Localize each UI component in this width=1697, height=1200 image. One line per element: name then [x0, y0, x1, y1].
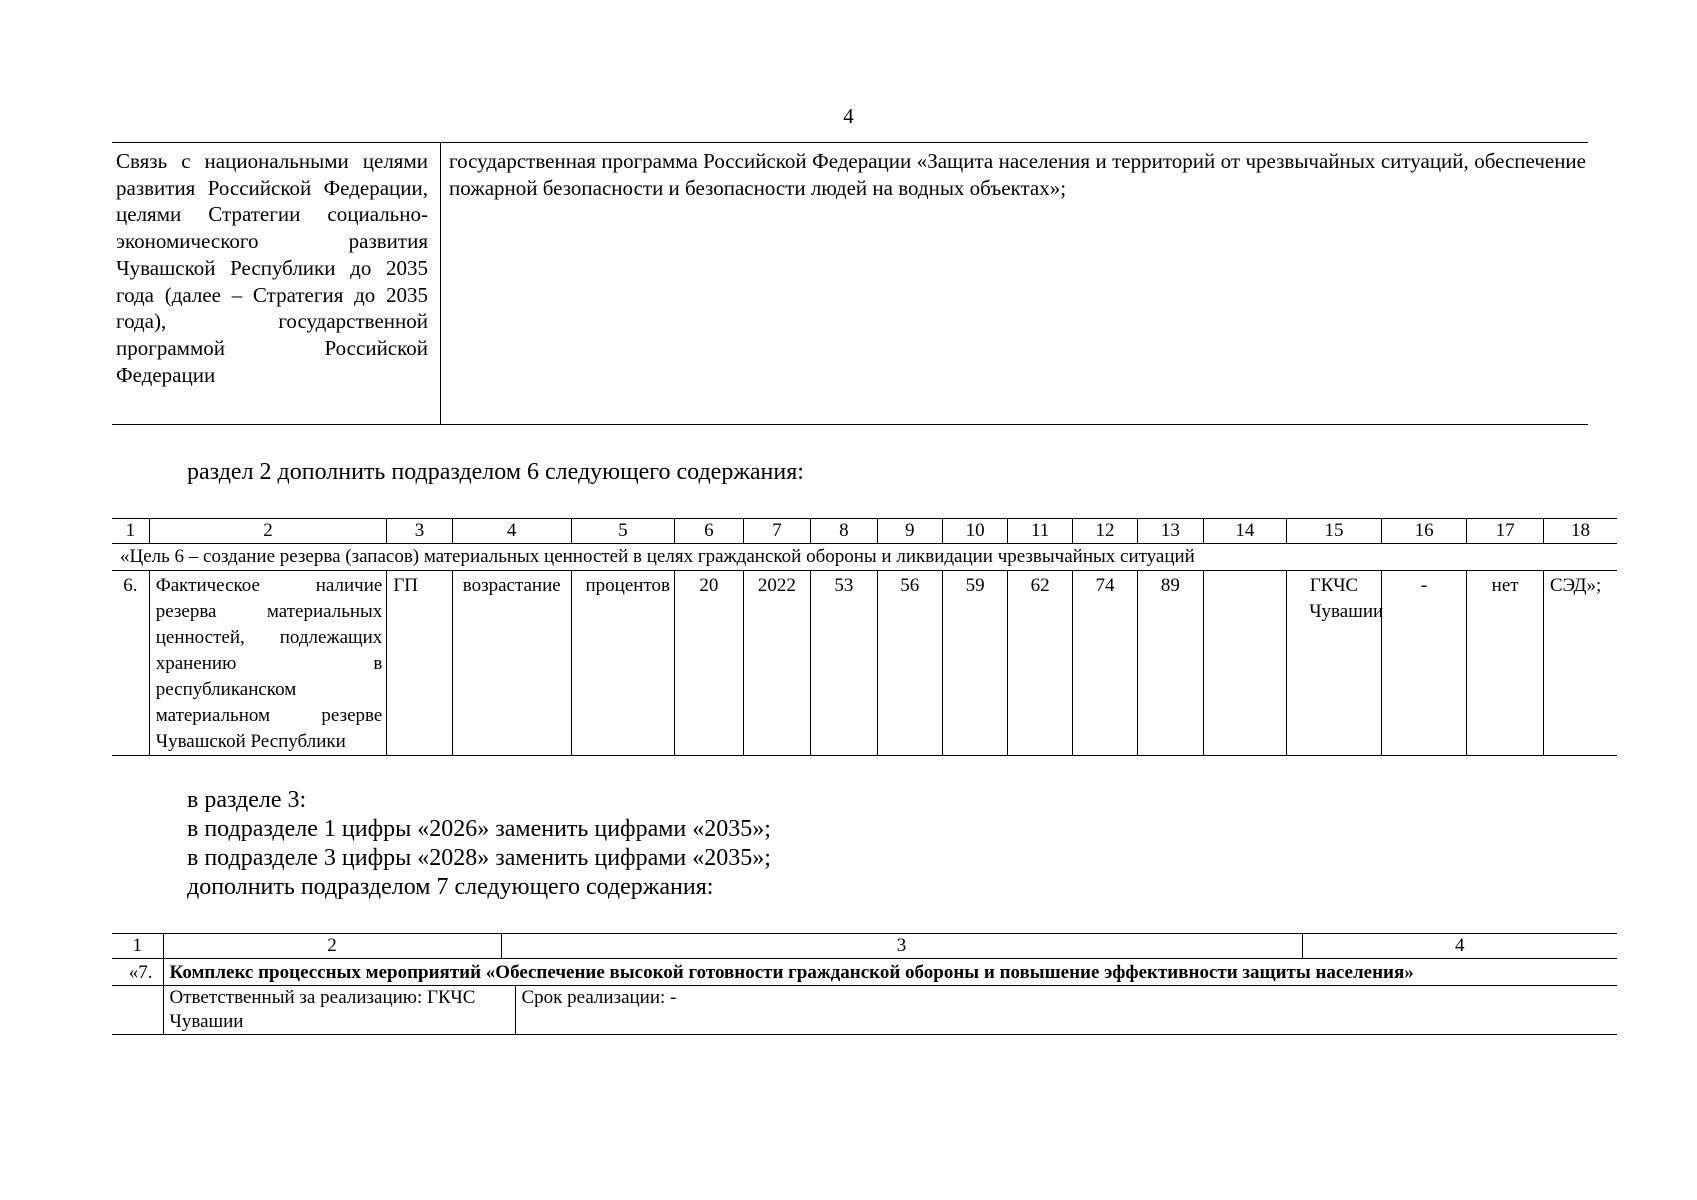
instruction-line: в подразделе 1 цифры «2026» заменить цифрами «2035»;: [187, 816, 771, 842]
header-cell: 14: [1203, 519, 1287, 544]
indicator-level: ГП: [387, 571, 452, 756]
base-value: 20: [675, 571, 743, 756]
links-value-cell: государственная программа Российской Федерации «Защита населения и территорий от чрезвычайных ситуаций, обеспечение пожарной безопасности и безопасности людей на водных объектах»;: [449, 149, 1586, 200]
header-cell: 6: [675, 519, 743, 544]
empty-cell: [112, 986, 163, 1035]
header-cell: 9: [877, 519, 942, 544]
header-cell: 13: [1138, 519, 1203, 544]
responsible-row: [112, 986, 1617, 1035]
complex-title: Комплекс процессных мероприятий «Обеспечение высокой готовности гражданской обороны и повышение эффективности защиты населения»: [163, 959, 1617, 986]
indicator-trend: возрастание: [452, 571, 571, 756]
section3-instructions: [187, 786, 771, 902]
value-cell: 53: [811, 571, 877, 756]
value-cell: [1203, 571, 1287, 756]
indicator-unit: процентов: [571, 571, 675, 756]
complex-row: [112, 959, 1617, 986]
value-cell: 59: [942, 571, 1007, 756]
base-year: 2022: [743, 571, 810, 756]
responsible-text: Ответственный за реализацию: ГКЧС Чувашии: [163, 986, 515, 1035]
goal-row: [112, 544, 1617, 571]
row-number: 6.: [123, 575, 138, 596]
value-cell: 56: [877, 571, 942, 756]
header-cell: 11: [1008, 519, 1072, 544]
instruction-line: дополнить подразделом 7 следующего содержания:: [187, 874, 714, 900]
header-cell: 15: [1287, 519, 1382, 544]
header-cell: 10: [942, 519, 1007, 544]
value-cell: -: [1381, 571, 1467, 756]
header-cell: 16: [1381, 519, 1467, 544]
value-cell: 89: [1138, 571, 1203, 756]
header-cell: 2: [149, 519, 387, 544]
value-cell: 62: [1008, 571, 1072, 756]
header-cell: 3: [387, 519, 452, 544]
indicators-header-row: [112, 519, 1617, 544]
goal-text: «Цель 6 – создание резерва (запасов) материальных ценностей в целях гражданской обороны и ликвидации чрезвычайных ситуаций: [112, 544, 1617, 571]
links-table: [112, 142, 1588, 425]
header-cell: 17: [1467, 519, 1544, 544]
activities-table: [112, 933, 1617, 1035]
page-number: 4: [843, 104, 854, 128]
instruction-line: в разделе 3:: [187, 787, 307, 813]
instruction-line: в подразделе 3 цифры «2028» заменить цифрами «2035»;: [187, 845, 771, 871]
header-cell: 2: [163, 934, 501, 959]
header-cell: 12: [1072, 519, 1137, 544]
value-cell: 74: [1072, 571, 1137, 756]
value-cell: нет: [1467, 571, 1544, 756]
responsible-cell: ГКЧС Чувашии: [1287, 571, 1382, 756]
header-cell: 3: [501, 934, 1302, 959]
complex-number: «7.: [112, 959, 163, 986]
section2-instruction: раздел 2 дополнить подразделом 6 следующего содержания:: [187, 459, 804, 485]
indicator-name: Фактическое наличие резерва материальных ценностей, подлежащих хранению в республиканском материальном резерве Чувашской Республики: [149, 571, 387, 756]
indicators-table: [112, 518, 1617, 756]
activities-header-row: [112, 934, 1617, 959]
header-cell: 7: [743, 519, 810, 544]
header-cell: 1: [112, 519, 149, 544]
links-label-cell: Связь с национальными целями развития Российской Федерации, целями Стратегии социально-экономического развития Чувашской Республики до 2035 года (далее – Стратегия до 2035 года), государственной программой Российской Федерации: [112, 143, 441, 425]
header-cell: 4: [1302, 934, 1617, 959]
header-cell: 5: [571, 519, 675, 544]
header-cell: 4: [452, 519, 571, 544]
term-text: Срок реализации: -: [515, 986, 1617, 1035]
header-cell: 8: [811, 519, 877, 544]
header-cell: 18: [1543, 519, 1617, 544]
header-cell: 1: [112, 934, 163, 959]
system-cell: СЭД»;: [1543, 571, 1617, 756]
indicator-row: [112, 571, 1617, 756]
